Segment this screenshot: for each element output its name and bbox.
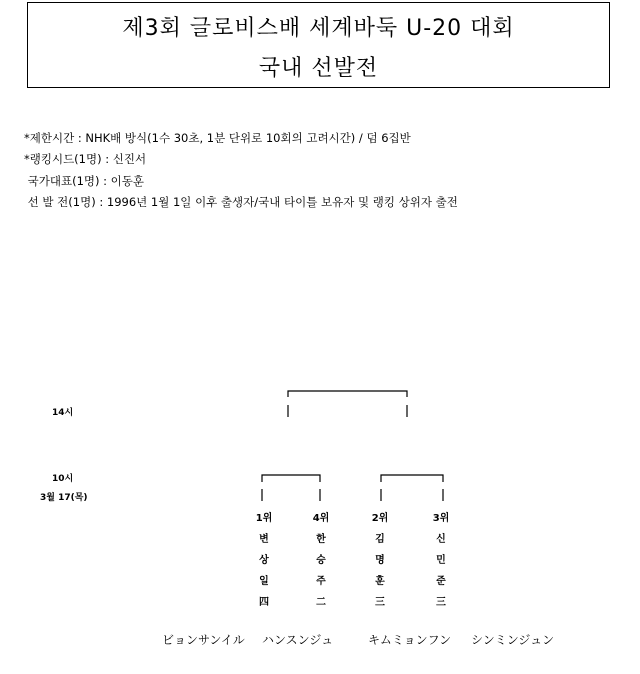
player-dan: 三 [436,597,446,608]
player-column [309,508,333,613]
player-name-char: 한 [316,534,326,545]
player-name-char: 주 [316,576,326,587]
title-sub: 국내 선발전 [258,56,379,81]
first-round-time-label: 10시 [52,474,74,484]
player-dan: 三 [375,597,385,608]
player-name-char: 훈 [375,576,385,587]
semi-left-bracket-line [262,475,320,482]
player-katakana-name: シンミンジュン [471,633,555,647]
final-time-label: 14시 [52,408,74,418]
semi-right-bracket-line [381,475,443,482]
info-national-team: 국가대표(1명) : 이동훈 [24,174,145,188]
player-name-char: 변 [259,534,269,545]
player-rank: 2위 [371,513,389,524]
player-katakana-name: ハンスンジュ [262,633,334,647]
player-column [252,508,276,613]
info-qualifier: 선 발 전(1명) : 1996년 1월 1일 이후 출생자/국내 타이틀 보유자 및 랭킹 상위자 출전 [24,195,458,209]
player-rank: 1위 [255,513,273,524]
player-name-char: 일 [259,576,269,587]
player-name-char: 신 [436,534,446,545]
player-katakana-name: キムミョンフン [368,633,452,647]
player-name-char: 승 [316,555,326,566]
player-dan: 四 [259,597,269,608]
player-name-char: 준 [436,576,446,587]
player-dan: 二 [316,597,326,608]
player-katakana-name: ビョンサンイル [162,633,245,647]
info-ranking-seed: *랭킹시드(1명) : 신진서 [24,152,147,166]
title-main: 제3회 글로비스배 세계바둑 U-20 대회 [122,16,515,41]
info-time-limit: *제한시간 : NHK배 방식(1수 30초, 1분 단위로 10회의 고려시간) / 덤 6집반 [24,131,411,145]
player-rank: 4위 [312,513,330,524]
player-name-char: 민 [436,555,446,566]
final-bracket-line [288,391,407,397]
player-name-char: 명 [375,555,385,566]
player-name-char: 김 [375,534,385,545]
date-label: 3월 17(목) [40,493,88,503]
player-column [429,508,453,613]
player-rank: 3위 [432,513,450,524]
player-column [368,508,392,613]
player-name-char: 상 [259,555,269,566]
